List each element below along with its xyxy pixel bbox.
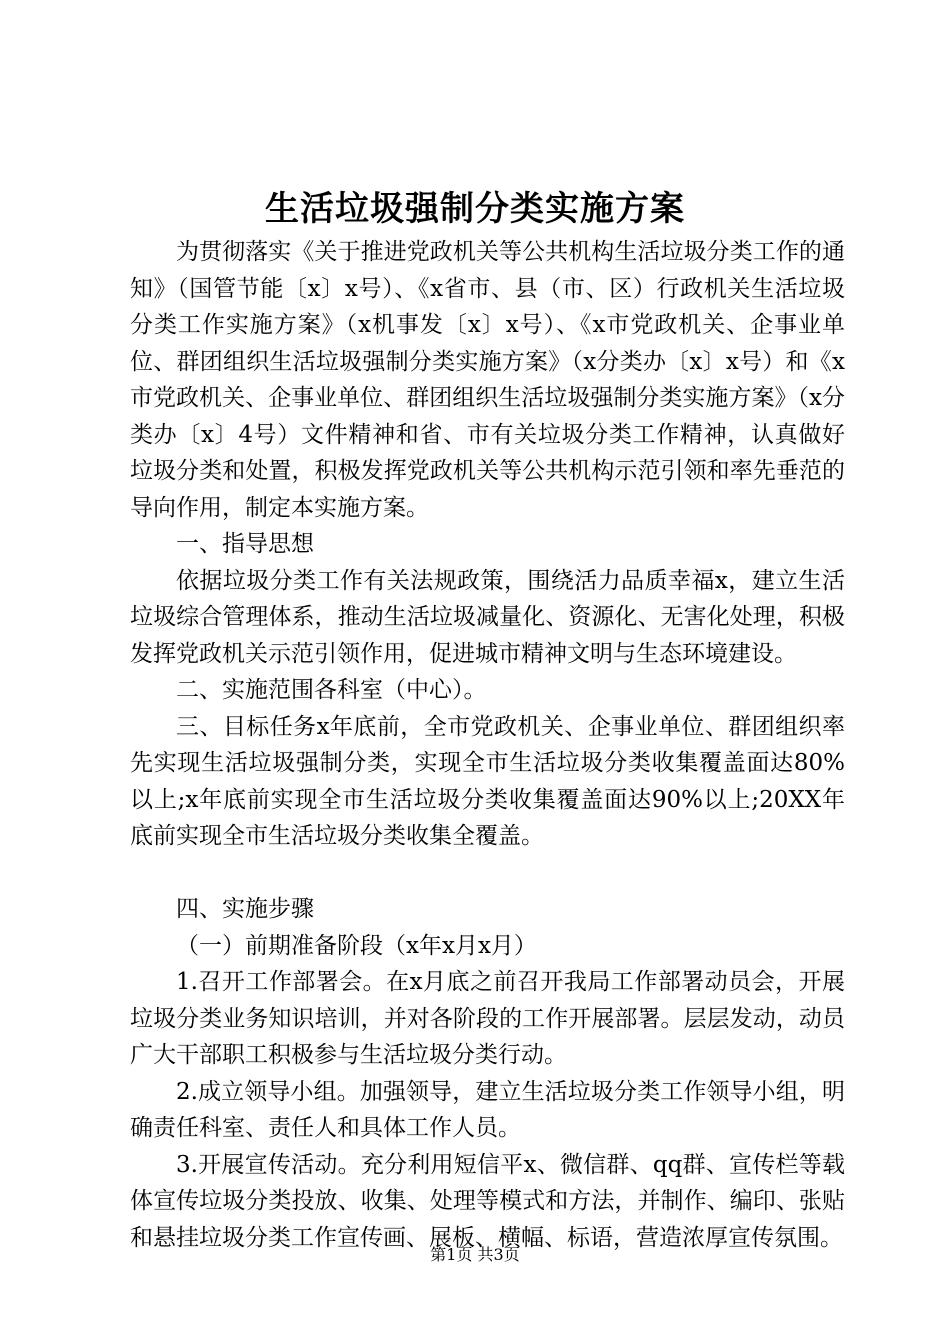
subsection-heading-preparation-stage: （一）前期准备阶段（x年x月x月） bbox=[176, 932, 537, 959]
target-tasks-paragraph: 三、目标任务x年底前，全市党政机关、企事业单位、群团组织率先实现生活垃圾强制分类，实现全市生活垃圾分类收集覆盖面达80%以上;x年底前实现全市生活垃圾分类收集覆盖面达90%以上;20XX年底前实现全市生活垃圾分类收集全覆盖。 bbox=[130, 713, 845, 849]
paragraph-spacer bbox=[130, 855, 845, 892]
step-1-paragraph: 1.召开工作部署会。在x月底之前召开我局工作部署动员会，开展垃圾分类业务知识培训，并对各阶段的工作开展部署。层层发动，动员广大干部职工积极参与生活垃圾分类行动。 bbox=[130, 969, 845, 1068]
section-heading-scope: 二、实施范围各科室（中心）。 bbox=[176, 677, 487, 703]
document-title: 生活垃圾强制分类实施方案 bbox=[265, 189, 685, 229]
intro-paragraph: 为贯彻落实《关于推进党政机关等公共机构生活垃圾分类工作的通知》（国管节能〔x〕x号）、《x省市、县（市、区）行政机关生活垃圾分类工作实施方案》（x机事发〔x〕x号）、《x市党政机关、企事业单位、群团组织生活垃圾强制分类实施方案》（x分类办〔x〕x号）和《x市党政机关、企事业单位、群团组织生活垃圾强制分类实施方案》（x分类办〔x〕4号）文件精神和省、市有关垃圾分类工作精神，认真做好垃圾分类和处置，积极发挥党政机关等公共机构示范引领和率先垂范的导向作用，制定本实施方案。 bbox=[130, 239, 845, 521]
guiding-ideology-paragraph: 依据垃圾分类工作有关法规政策，围绕活力品质幸福x，建立生活垃圾综合管理体系，推动生活垃圾减量化、资源化、无害化处理，积极发挥党政机关示范引领作用，促进城市精神文明与生态环境建设。 bbox=[130, 567, 845, 667]
page-footer: 第1页 共3页 bbox=[430, 1245, 520, 1264]
section-heading-implementation-steps: 四、实施步骤 bbox=[176, 896, 314, 922]
section-heading-guiding-ideology: 一、指导思想 bbox=[176, 531, 314, 557]
step-3-paragraph: 3.开展宣传活动。充分利用短信平x、微信群、qq群、宣传栏等载体宣传垃圾分类投放、收集、处理等模式和方法，并制作、编印、张贴和悬挂垃圾分类工作宣传画、展板、横幅、标语，营造浓厚宣传氛围。 bbox=[130, 1151, 845, 1251]
document-body bbox=[130, 234, 845, 1256]
step-2-paragraph: 2.成立领导小组。加强领导，建立生活垃圾分类工作领导小组，明确责任科室、责任人和具体工作人员。 bbox=[130, 1078, 845, 1141]
